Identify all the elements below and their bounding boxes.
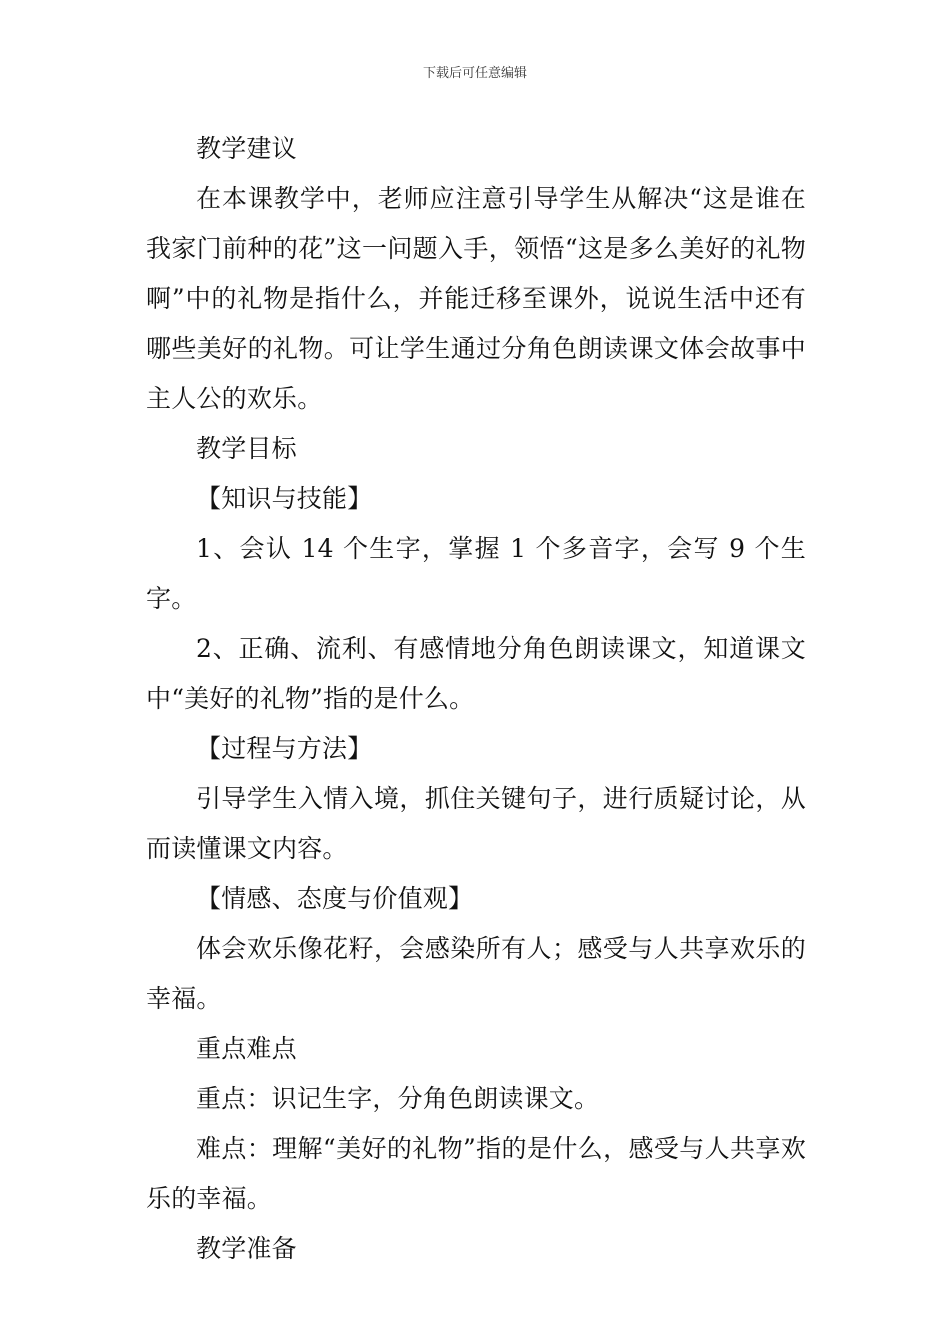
- subheading-knowledge-skills: 【知识与技能】: [196, 484, 373, 513]
- section-heading-teaching-suggestions: 教学建议: [196, 134, 297, 163]
- document-body: [146, 124, 806, 1274]
- paragraph-teaching-suggestions: 在本课教学中，老师应注意引导学生从解决“这是谁在我家门前种的花”这一问题入手，领悟“这是多么美好的礼物啊”中的礼物是指什么，并能迁移至课外，说说生活中还有哪些美好的礼物。可让学生通过分角色朗读课文体会故事中主人公的欢乐。: [146, 184, 806, 413]
- paragraph-difficult-points: 难点：理解“美好的礼物”指的是什么，感受与人共享欢乐的幸福。: [146, 1134, 806, 1213]
- subheading-emotion-attitude-values: 【情感、态度与价值观】: [196, 884, 474, 913]
- section-heading-key-difficult-points: 重点难点: [196, 1034, 297, 1063]
- page-header-note: 下载后可任意编辑: [422, 66, 527, 81]
- paragraph-process-methods: 引导学生入情入境，抓住关键句子，进行质疑讨论，从而读懂课文内容。: [146, 784, 806, 863]
- section-heading-teaching-goals: 教学目标: [196, 434, 297, 463]
- paragraph-emotion-attitude-values: 体会欢乐像花籽，会感染所有人；感受与人共享欢乐的幸福。: [146, 934, 806, 1013]
- list-item-goal-2: 2、正确、流利、有感情地分角色朗读课文，知道课文中“美好的礼物”指的是什么。: [146, 634, 806, 713]
- list-item-goal-1: 1、会认 14 个生字，掌握 1 个多音字，会写 9 个生字。: [146, 534, 806, 613]
- subheading-process-methods: 【过程与方法】: [196, 734, 373, 763]
- paragraph-key-points: 重点：识记生字，分角色朗读课文。: [196, 1084, 600, 1113]
- section-heading-teaching-preparation: 教学准备: [196, 1234, 297, 1263]
